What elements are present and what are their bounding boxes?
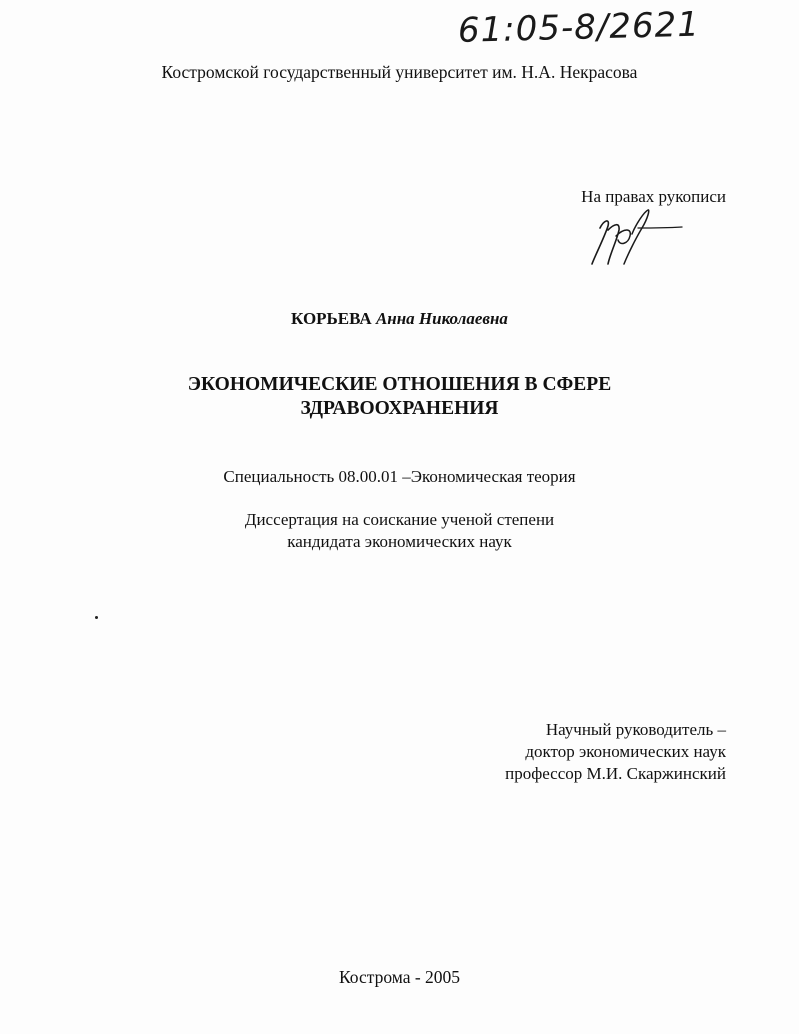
- author-name: [0, 308, 799, 329]
- title-line: ЭКОНОМИЧЕСКИЕ ОТНОШЕНИЯ В СФЕРЕ: [187, 374, 612, 395]
- city-year: Кострома - 2005: [338, 967, 461, 987]
- author-first-names: Анна Николаевна: [375, 309, 508, 328]
- rights-note: На правах рукописи: [581, 187, 726, 206]
- degree-line: Диссертация на соискание ученой степени: [244, 510, 555, 529]
- supervisor-line: профессор М.И. Скаржинский: [505, 764, 726, 783]
- supervisor-line: Научный руководитель –: [545, 720, 726, 739]
- supervisor-block: [505, 719, 726, 785]
- university-name: Костромской государственный университет им. Н.А. Некрасова: [161, 62, 638, 82]
- dissertation-title: [0, 373, 799, 421]
- author-surname: КОРЬЕВА: [291, 309, 372, 328]
- handwritten-archive-number: 61:05-8/2621: [457, 4, 701, 51]
- supervisor-line: доктор экономических наук: [525, 742, 726, 761]
- dissertation-degree: [0, 509, 799, 553]
- signature-icon: [586, 206, 686, 270]
- title-line: ЗДРАВООХРАНЕНИЯ: [300, 398, 499, 419]
- scan-speck: [95, 616, 98, 619]
- specialty: Специальность 08.00.01 –Экономическая теория: [223, 467, 576, 486]
- degree-line: кандидата экономических наук: [287, 532, 512, 551]
